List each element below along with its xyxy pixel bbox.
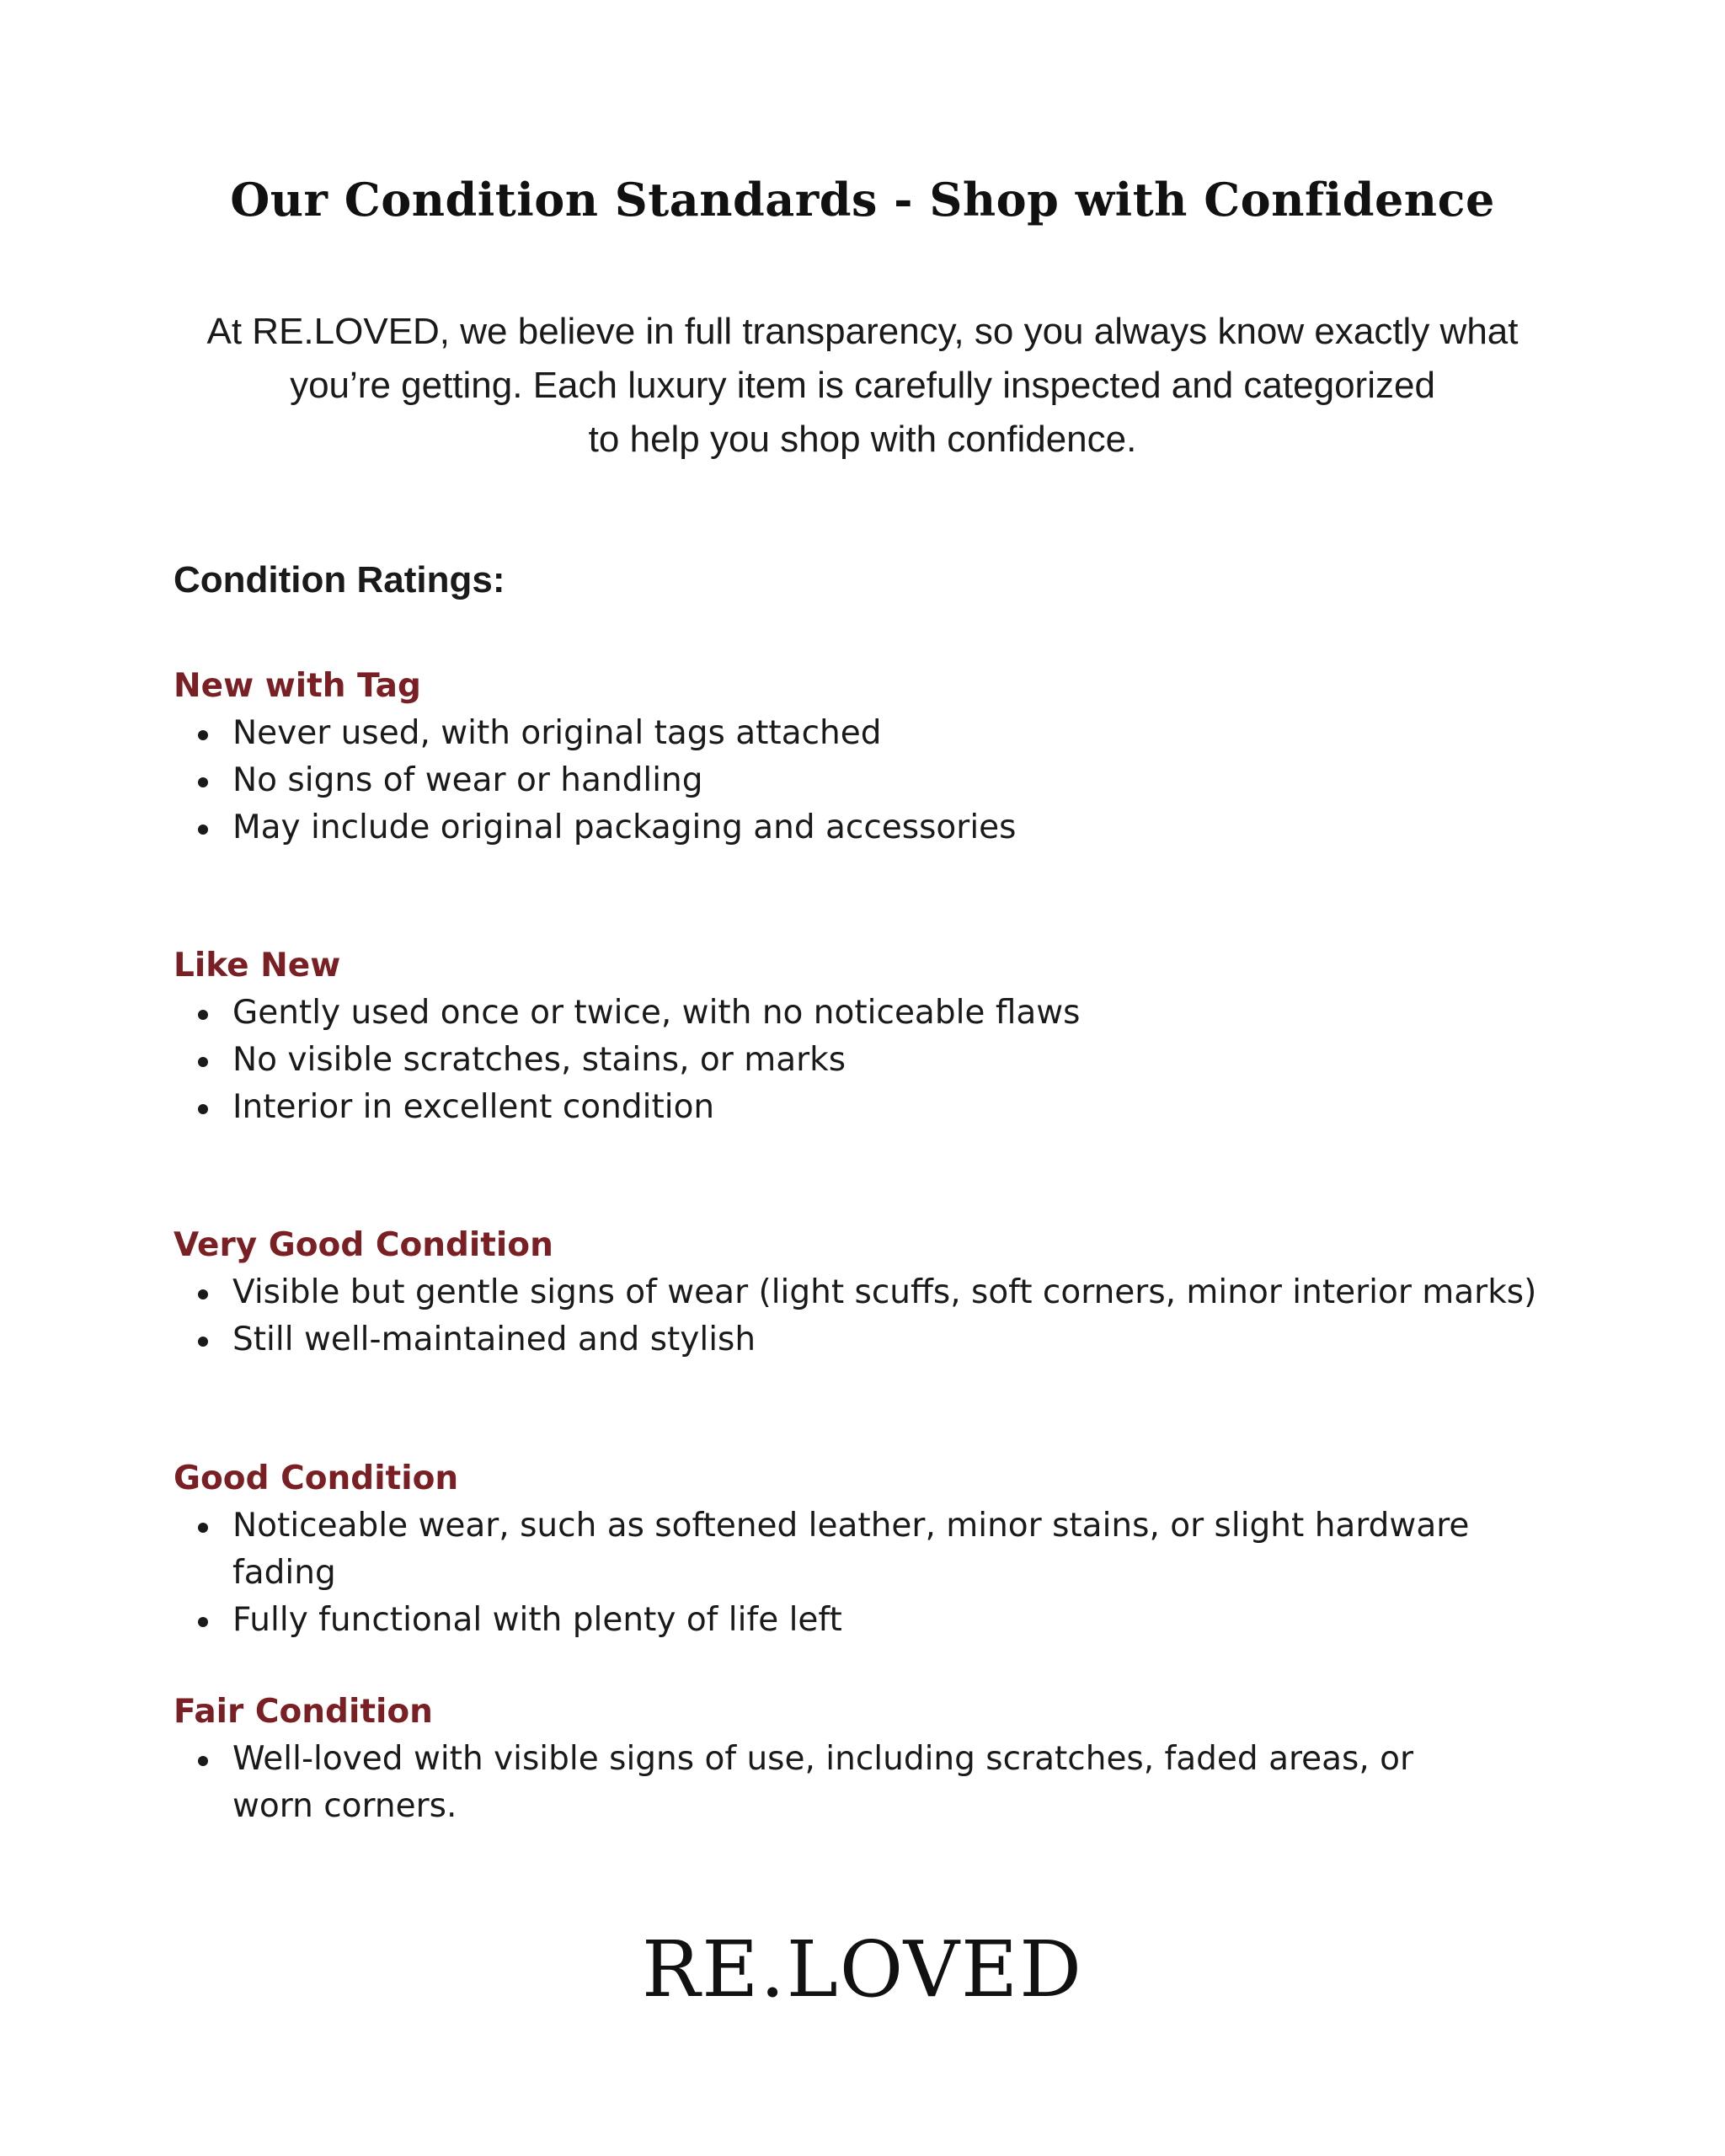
list-item [174, 804, 1572, 851]
list-item [174, 1736, 1487, 1830]
bullet-icon [198, 1104, 208, 1114]
condition-section-very-good [174, 1222, 1572, 1364]
bullet-icon [198, 1756, 208, 1766]
intro-line: you’re getting. Each luxury item is carefully inspected and categorized [290, 365, 1435, 406]
bullet-list [174, 1269, 1572, 1364]
list-item-text: Noticeable wear, such as softened leather, minor stains, or slight hardware fading [232, 1507, 1470, 1592]
section-title: Good Condition [174, 1460, 459, 1497]
list-item [174, 1597, 1572, 1644]
list-item [174, 1269, 1572, 1316]
intro-line: to help you shop with confidence. [588, 419, 1137, 460]
condition-ratings-heading: Condition Ratings: [174, 559, 505, 600]
bullet-icon [198, 1337, 208, 1347]
bullet-icon [198, 1057, 208, 1067]
list-item-text: No signs of wear or handling [232, 761, 703, 799]
list-item [174, 757, 1572, 804]
bullet-icon [198, 825, 208, 835]
list-item-text: Interior in excellent condition [232, 1088, 715, 1126]
intro-line: At RE.LOVED, we believe in full transparency, so you always know exactly what [206, 311, 1519, 352]
list-item-text: Well-loved with visible signs of use, including scratches, faded areas, or worn corners. [232, 1740, 1414, 1825]
list-item [174, 1037, 1572, 1084]
bullet-icon [198, 1010, 208, 1020]
brand-logo: RE.LOVED [642, 1924, 1083, 2015]
bullet-icon [198, 1617, 208, 1627]
bullet-list [174, 1502, 1572, 1644]
bullet-list [174, 990, 1572, 1131]
condition-section-fair [174, 1689, 1487, 1830]
list-item-text: No visible scratches, stains, or marks [232, 1041, 846, 1079]
list-item [174, 1084, 1572, 1131]
page-title: Our Condition Standards - Shop with Confidence [230, 173, 1495, 227]
bullet-list [174, 710, 1572, 851]
list-item [174, 1502, 1572, 1597]
section-title: Like New [174, 947, 341, 985]
bullet-icon [198, 777, 208, 787]
bullet-icon [198, 1289, 208, 1299]
condition-section-new-with-tag [174, 663, 1572, 851]
condition-section-good [174, 1455, 1572, 1644]
list-item-text: Still well-maintained and stylish [232, 1321, 756, 1358]
list-item-text: Gently used once or twice, with no noticeable flaws [232, 994, 1081, 1032]
bullet-list [174, 1736, 1487, 1830]
list-item-text: Visible but gentle signs of wear (light scuffs, soft corners, minor interior marks) [232, 1273, 1537, 1311]
section-title: New with Tag [174, 667, 421, 705]
list-item [174, 710, 1572, 757]
condition-section-like-new [174, 942, 1572, 1131]
list-item-text: Never used, with original tags attached [232, 714, 882, 752]
bullet-icon [198, 730, 208, 740]
intro-paragraph [152, 305, 1573, 467]
list-item [174, 1316, 1572, 1364]
list-item-text: Fully functional with plenty of life left [232, 1601, 842, 1639]
bullet-icon [198, 1523, 208, 1533]
list-item-text: May include original packaging and accessories [232, 808, 1017, 846]
section-title: Fair Condition [174, 1693, 433, 1731]
list-item [174, 990, 1572, 1037]
section-title: Very Good Condition [174, 1226, 553, 1264]
